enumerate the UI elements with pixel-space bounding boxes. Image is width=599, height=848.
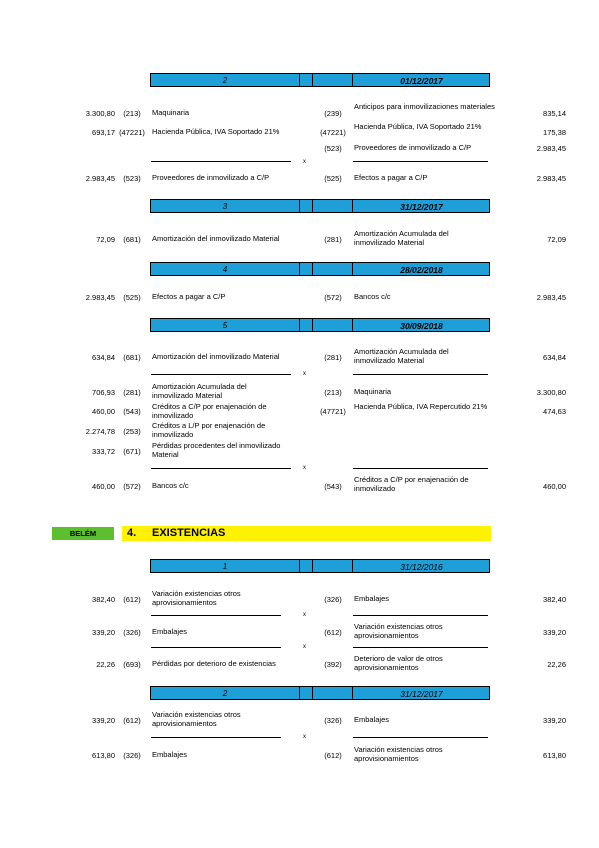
credit-amount: 474,63 xyxy=(543,407,566,416)
credit-account: (213) xyxy=(324,388,342,397)
credit-amount: 3.300,80 xyxy=(536,388,566,397)
credit-description: Deterioro de valor de otros aprovisionamientos xyxy=(354,654,443,672)
separator-line xyxy=(353,161,488,162)
entry-number: 2 xyxy=(222,76,228,85)
entry-date: 30/09/2018 xyxy=(400,321,443,331)
debit-account: (525) xyxy=(123,293,141,302)
debit-account: (681) xyxy=(123,235,141,244)
debit-amount: 333,72 xyxy=(92,447,115,456)
section-title-bar xyxy=(122,526,491,541)
credit-description: Efectos a pagar a C/P xyxy=(354,173,428,182)
separator-line xyxy=(353,374,488,375)
credit-description: Amortización Acumulada del inmovilizado Material xyxy=(354,229,449,247)
entry-date: 31/12/2017 xyxy=(400,689,443,699)
entry-date: 01/12/2017 xyxy=(400,76,443,86)
separator-line xyxy=(353,615,488,616)
separator-line xyxy=(151,374,291,375)
separator-mark: x xyxy=(303,371,306,377)
entry-number: 1 xyxy=(222,562,228,571)
entry-date: 31/12/2016 xyxy=(400,562,443,572)
entry-number: 5 xyxy=(222,321,228,330)
credit-amount: 175,38 xyxy=(543,128,566,137)
credit-amount: 2.983,45 xyxy=(536,174,566,183)
debit-amount: 706,93 xyxy=(92,388,115,397)
debit-description: Variación existencias otros aprovisionamientos xyxy=(152,589,241,607)
credit-account: (543) xyxy=(324,482,342,491)
credit-account: (326) xyxy=(324,716,342,725)
credit-account: (239) xyxy=(324,109,342,118)
debit-account: (693) xyxy=(123,660,141,669)
entry-header xyxy=(150,199,490,213)
credit-description: Anticipos para inmovilizaciones materiales xyxy=(354,102,495,111)
entry-date: 31/12/2017 xyxy=(400,202,443,212)
separator-line xyxy=(151,468,291,469)
credit-description: Amortización Acumulada del inmovilizado Material xyxy=(354,347,449,365)
debit-amount: 634,84 xyxy=(92,353,115,362)
entry-header xyxy=(150,318,490,332)
entry-number: 2 xyxy=(222,689,228,698)
section-number: 4. xyxy=(127,527,137,539)
debit-description: Proveedores de inmovilizado a C/P xyxy=(152,173,270,182)
separator-line xyxy=(353,647,488,648)
separator-line xyxy=(353,737,488,738)
debit-description: Créditos a C/P por enajenación de inmovilizado xyxy=(152,402,267,420)
credit-description: Maquinaria xyxy=(354,387,392,396)
credit-amount: 72,09 xyxy=(547,235,566,244)
credit-description: Variación existencias otros aprovisionamientos xyxy=(354,745,443,763)
debit-description: Bancos c/c xyxy=(152,481,189,490)
debit-description: Embalajes xyxy=(152,627,188,636)
separator-line xyxy=(151,615,281,616)
debit-account: (671) xyxy=(123,447,141,456)
credit-account: (47721) xyxy=(320,407,346,416)
credit-description: Créditos a C/P por enajenación de inmovilizado xyxy=(354,475,469,493)
credit-description: Variación existencias otros aprovisionamientos xyxy=(354,622,443,640)
debit-description: Embalajes xyxy=(152,750,188,759)
credit-amount: 634,84 xyxy=(543,353,566,362)
credit-account: (523) xyxy=(324,144,342,153)
debit-account: (543) xyxy=(123,407,141,416)
credit-account: (281) xyxy=(324,235,342,244)
credit-account: (392) xyxy=(324,660,342,669)
credit-description: Hacienda Pública, IVA Soportado 21% xyxy=(354,122,482,131)
debit-account: (253) xyxy=(123,427,141,436)
debit-amount: 2.274,78 xyxy=(85,427,115,436)
debit-description: Pérdidas por deterioro de existencias xyxy=(152,659,276,668)
debit-account: (612) xyxy=(123,716,141,725)
debit-account: (47221) xyxy=(119,128,145,137)
debit-amount: 693,17 xyxy=(92,128,115,137)
entry-header xyxy=(150,686,490,700)
credit-account: (326) xyxy=(324,595,342,604)
debit-account: (523) xyxy=(123,174,141,183)
credit-account: (612) xyxy=(324,628,342,637)
separator-mark: x xyxy=(303,465,306,471)
debit-description: Hacienda Pública, IVA Soportado 21% xyxy=(152,127,280,136)
credit-amount: 339,20 xyxy=(543,628,566,637)
debit-description: Amortización Acumulada del inmovilizado Material xyxy=(152,382,247,400)
separator-line xyxy=(151,737,281,738)
debit-account: (612) xyxy=(123,595,141,604)
credit-account: (612) xyxy=(324,751,342,760)
debit-amount: 2.983,45 xyxy=(85,293,115,302)
debit-amount: 460,00 xyxy=(92,482,115,491)
credit-account: (572) xyxy=(324,293,342,302)
separator-mark: x xyxy=(303,734,306,740)
credit-account: (281) xyxy=(324,353,342,362)
debit-amount: 3.300,80 xyxy=(85,109,115,118)
entry-date: 28/02/2018 xyxy=(400,265,443,275)
debit-amount: 382,40 xyxy=(92,595,115,604)
credit-description: Embalajes xyxy=(354,715,390,724)
debit-account: (572) xyxy=(123,482,141,491)
credit-description: Proveedores de inmovilizado a C/P xyxy=(354,143,472,152)
debit-amount: 22,26 xyxy=(96,660,115,669)
debit-amount: 2.983,45 xyxy=(85,174,115,183)
entry-number: 3 xyxy=(222,202,228,211)
entry-number: 4 xyxy=(222,265,228,274)
credit-description: Bancos c/c xyxy=(354,292,391,301)
debit-description: Créditos a L/P por enajenación de inmovilizado xyxy=(152,421,266,439)
debit-amount: 339,20 xyxy=(92,716,115,725)
credit-description: Embalajes xyxy=(354,594,390,603)
debit-description: Pérdidas procedentes del inmovilizado Material xyxy=(152,441,281,459)
credit-account: (525) xyxy=(324,174,342,183)
credit-amount: 460,00 xyxy=(543,482,566,491)
debit-account: (326) xyxy=(123,751,141,760)
debit-account: (281) xyxy=(123,388,141,397)
separator-line xyxy=(151,647,281,648)
entry-header xyxy=(150,73,490,87)
credit-amount: 339,20 xyxy=(543,716,566,725)
entry-header xyxy=(150,559,490,573)
credit-amount: 2.983,45 xyxy=(536,293,566,302)
section-badge xyxy=(52,527,114,540)
credit-amount: 613,80 xyxy=(543,751,566,760)
debit-amount: 339,20 xyxy=(92,628,115,637)
credit-amount: 835,14 xyxy=(543,109,566,118)
separator-mark: x xyxy=(303,644,306,650)
separator-line xyxy=(151,161,291,162)
separator-mark: x xyxy=(303,612,306,618)
credit-description: Hacienda Pública, IVA Repercutido 21% xyxy=(354,402,488,411)
section-title: EXISTENCIAS xyxy=(152,527,226,539)
debit-amount: 613,80 xyxy=(92,751,115,760)
debit-account: (326) xyxy=(123,628,141,637)
credit-account: (47221) xyxy=(320,128,346,137)
debit-account: (213) xyxy=(123,109,141,118)
debit-amount: 72,09 xyxy=(96,235,115,244)
debit-description: Amortización del inmovilizado Material xyxy=(152,234,280,243)
credit-amount: 22,26 xyxy=(547,660,566,669)
entry-header xyxy=(150,262,490,276)
credit-amount: 382,40 xyxy=(543,595,566,604)
section-badge-label: BELÉM xyxy=(69,529,97,538)
debit-description: Maquinaria xyxy=(152,108,190,117)
separator-mark: x xyxy=(303,159,306,165)
debit-description: Efectos a pagar a C/P xyxy=(152,292,226,301)
debit-account: (681) xyxy=(123,353,141,362)
debit-description: Amortización del inmovilizado Material xyxy=(152,352,280,361)
debit-description: Variación existencias otros aprovisionamientos xyxy=(152,710,241,728)
debit-amount: 460,00 xyxy=(92,407,115,416)
credit-amount: 2.983,45 xyxy=(536,144,566,153)
separator-line xyxy=(353,468,488,469)
